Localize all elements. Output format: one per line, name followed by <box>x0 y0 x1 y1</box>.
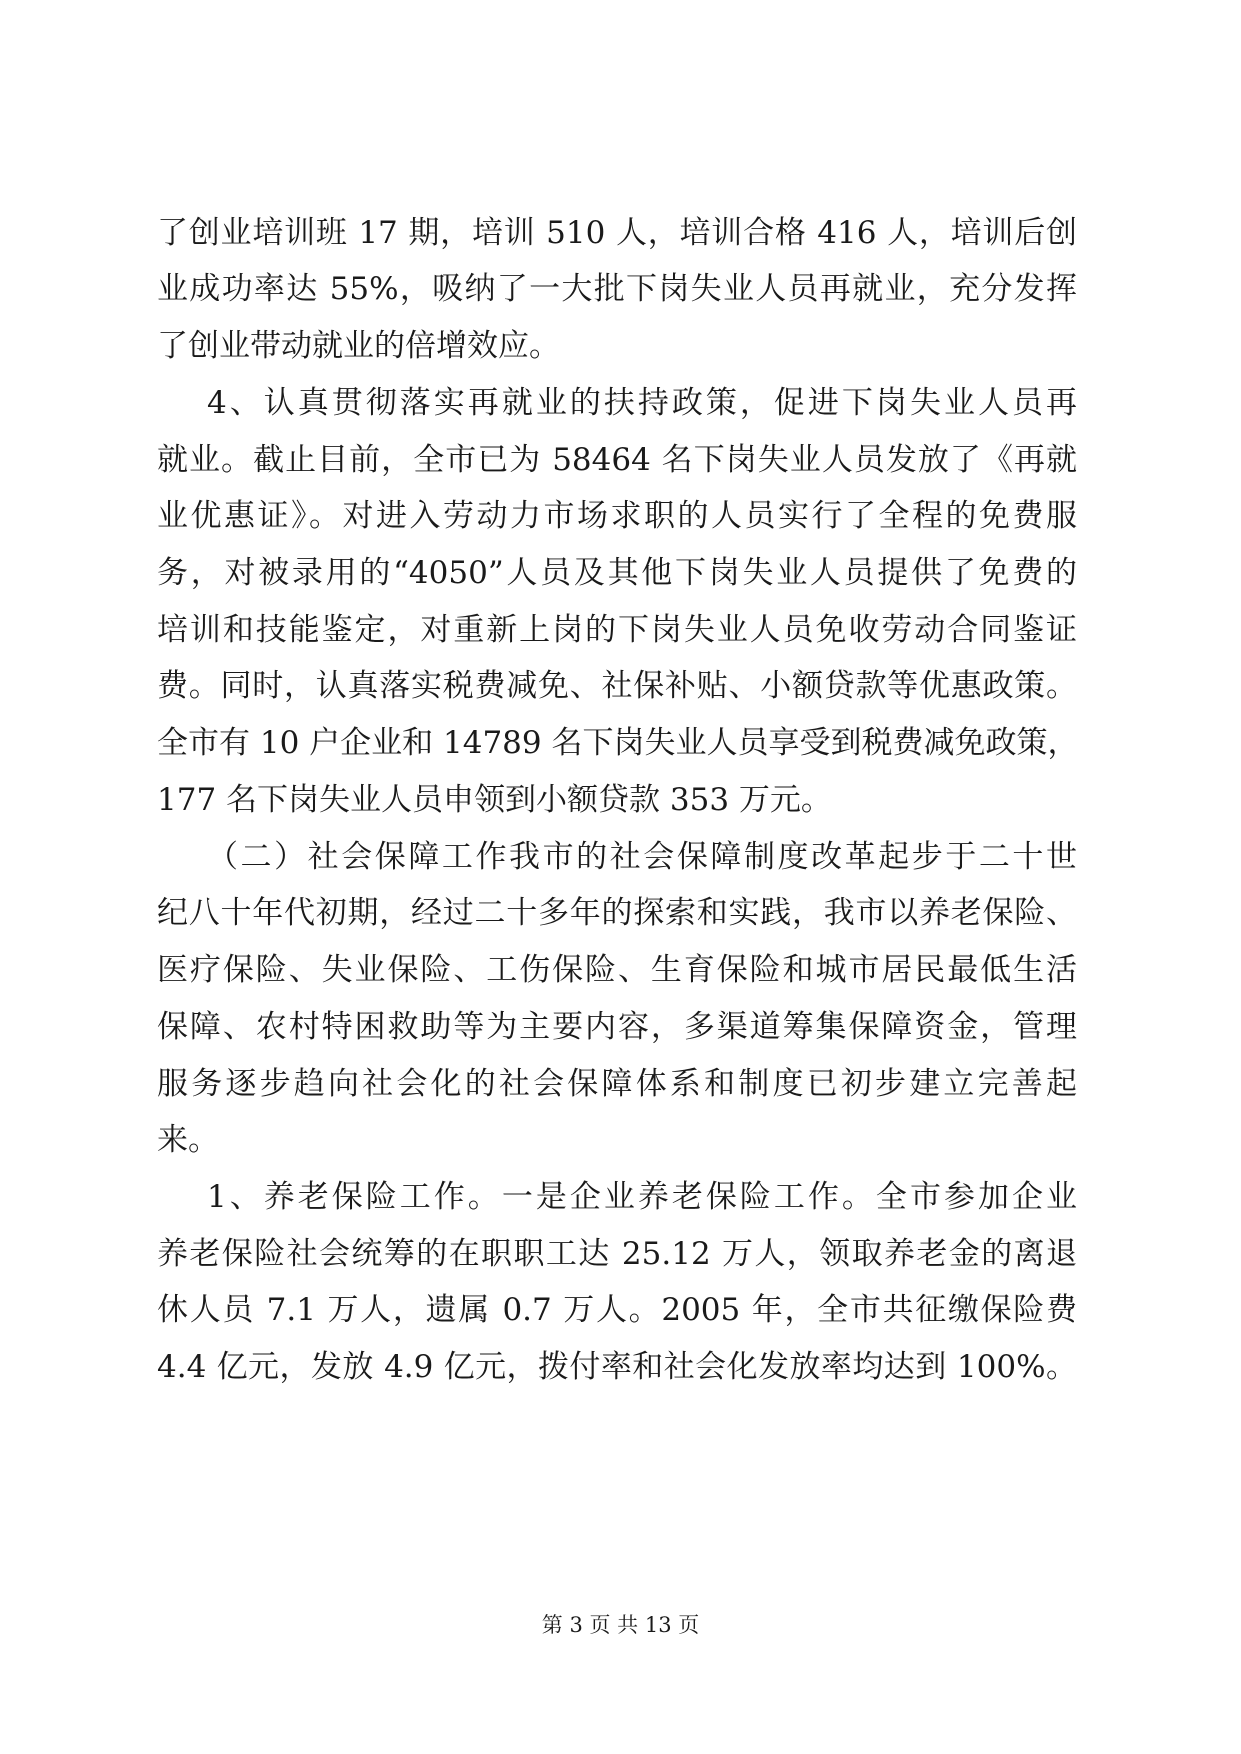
paragraph-first-line: 4、认真贯彻落实再就业的扶持政策，促进下岗失业人员再 <box>207 385 1077 421</box>
text-line: 休人员 7.1 万人，遗属 0.7 万人。2005 年，全市共征缴保险费 <box>157 1292 1077 1328</box>
text-line: 保障、农村特困救助等为主要内容，多渠道筹集保障资金，管理 <box>157 1009 1077 1045</box>
text-line: 4.4 亿元，发放 4.9 亿元，拨付率和社会化发放率均达到 100%。 <box>157 1349 1077 1385</box>
text-line: 了创业培训班 17 期，培训 510 人，培训合格 416 人，培训后创 <box>157 215 1077 251</box>
text-line: 就业。截止目前，全市已为 58464 名下岗失业人员发放了《再就 <box>157 442 1077 478</box>
text-line: 业优惠证》。对进入劳动力市场求职的人员实行了全程的免费服 <box>157 498 1077 534</box>
text-line: 务，对被录用的“4050”人员及其他下岗失业人员提供了免费的 <box>157 555 1077 591</box>
text-line: 177 名下岗失业人员申领到小额贷款 353 万元。 <box>157 782 832 818</box>
text-line: 养老保险社会统筹的在职职工达 25.12 万人，领取养老金的离退 <box>157 1236 1077 1272</box>
text-line: 服务逐步趋向社会化的社会保障体系和制度已初步建立完善起 <box>157 1066 1077 1102</box>
paragraph-first-line: 1、养老保险工作。一是企业养老保险工作。全市参加企业 <box>207 1179 1077 1215</box>
text-line: 全市有 10 户企业和 14789 名下岗失业人员享受到税费减免政策， <box>157 725 1079 761</box>
text-line: 费。同时，认真落实税费减免、社保补贴、小额贷款等优惠政策。 <box>157 668 1077 704</box>
section-heading-line: （二）社会保障工作我市的社会保障制度改革起步于二十世 <box>207 839 1077 875</box>
text-line: 业成功率达 55%，吸纳了一大批下岗失业人员再就业，充分发挥 <box>157 271 1077 307</box>
text-line: 来。 <box>157 1122 219 1158</box>
text-line: 了创业带动就业的倍增效应。 <box>157 328 560 364</box>
text-line: 培训和技能鉴定，对重新上岗的下岗失业人员免收劳动合同鉴证 <box>157 612 1077 648</box>
text-line: 医疗保险、失业保险、工伤保险、生育保险和城市居民最低生活 <box>157 952 1077 988</box>
text-line: 纪八十年代初期，经过二十多年的探索和实践，我市以养老保险、 <box>157 895 1077 931</box>
page-footer: 第 3 页 共 13 页 <box>541 1613 700 1637</box>
